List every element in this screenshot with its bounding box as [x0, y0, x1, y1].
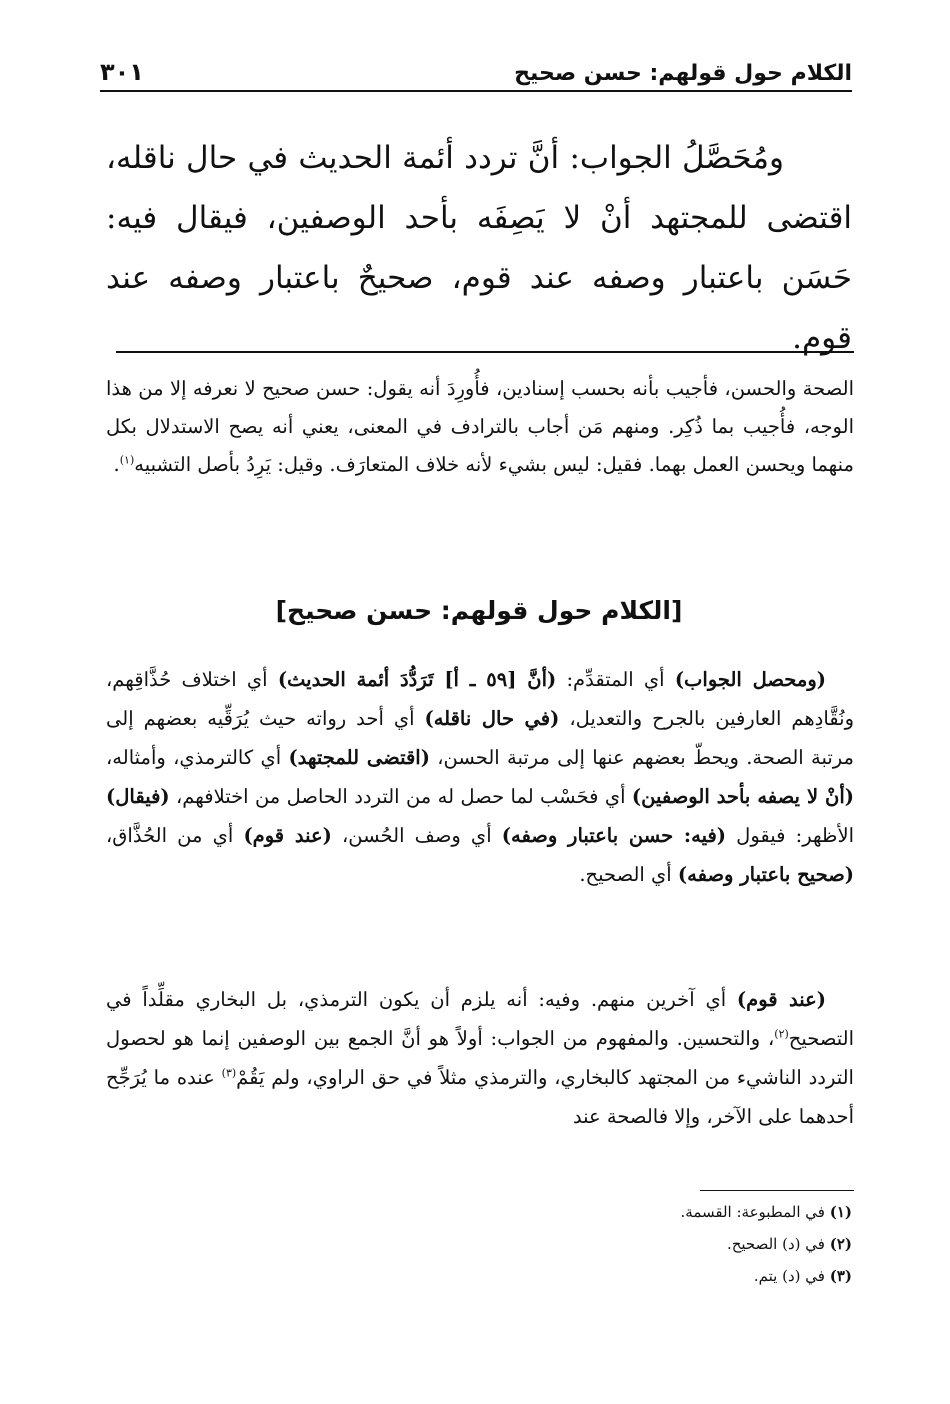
commentary-text: أي الصحيح. — [579, 863, 678, 886]
commentary-text: أي اختلاف حُذَّاقِهم، ونُقَّادِهم العارفين بالجرح والتعديل، — [106, 668, 854, 730]
header-rule — [100, 90, 852, 92]
commentary-paragraph-1-text — [106, 660, 854, 894]
quoted-matn: (صحيح باعتبار وصفه) — [677, 863, 854, 886]
quoted-matn: (فيه: حسن باعتبار وصفه) — [501, 824, 727, 847]
matn-separator-rule — [116, 351, 854, 353]
quoted-matn: (أنَّ [٥٩ ـ أ] تَرَدُّدَ أئمة الحديث) — [277, 668, 557, 691]
quoted-matn: (عند قوم) — [736, 988, 826, 1011]
commentary-text: أي آخرين منهم. وفيه: أنه يلزم أن يكون الترمذي، بل البخاري مقلِّداً في التصحيح — [106, 988, 854, 1050]
quoted-matn: (في حال ناقله) — [424, 707, 560, 730]
quoted-matn: (عند قوم) — [243, 824, 332, 847]
running-head-title: الكلام حول قولهم: حسن صحيح — [514, 61, 852, 86]
footnote-number: (١) — [829, 1203, 852, 1221]
commentary-text: أي من الحُذَّاق، — [106, 824, 244, 847]
quoted-matn: (ومحصل الجواب) — [674, 668, 826, 691]
footnote-1 — [106, 1196, 852, 1228]
footnote-ref-1[interactable]: (١) — [119, 453, 135, 467]
quoted-matn: (فيقال) — [106, 785, 170, 808]
footnote-text: في (د) الصحيح. — [726, 1235, 830, 1253]
section-heading: [الكلام حول قولهم: حسن صحيح] — [275, 596, 683, 625]
previous-commentary-end: . — [113, 453, 120, 476]
commentary-text: ، والتحسين. والمفهوم من الجواب: أولاً هو أنَّ الجمع بين الوصفين إنما هو لحصول التردد الناشيء من المجتهد كالبخاري، والترمذي مثلاً في حق الراوي، ولم يَقُمْ — [106, 1027, 854, 1089]
commentary-text: عنده ما يُرَجِّح أحدهما على الآخر، وإلا فالصحة عند — [106, 1066, 854, 1128]
footnote-text: في المطبوعة: القسمة. — [680, 1203, 830, 1221]
footnotes — [106, 1196, 852, 1292]
footnote-rule — [700, 1190, 854, 1191]
footnote-number: (٣) — [829, 1267, 852, 1285]
page-number: ٣٠١ — [100, 58, 144, 86]
running-head — [100, 38, 852, 86]
quoted-matn: (اقتضى للمجتهد) — [288, 746, 430, 769]
footnote-3 — [106, 1260, 852, 1292]
commentary-paragraph-2-text — [106, 980, 854, 1136]
footnote-number: (٢) — [829, 1235, 852, 1253]
commentary-text: أي أحد رواته حيث يُرَقِّيه بعضهم إلى مرتبة الصحة. ويحطّ بعضهم عنها إلى مرتبة الحسن، — [106, 707, 854, 769]
commentary-paragraph-1 — [106, 660, 854, 894]
commentary-text: أي المتقدِّم: — [556, 668, 675, 691]
commentary-text: أي كالترمذي، وأمثاله، — [106, 746, 289, 769]
commentary-text: أي فحَسْب لما حصل له من التردد الحاصل من اختلافهم، — [169, 785, 632, 808]
matn-text: ومُحَصَّلُ الجواب: أنَّ تردد أئمة الحديث في حال ناقله، اقتضى للمجتهد أنْ لا يَصِفَه بأحد الوصفين، فيقال فيه: حَسَن باعتبار وصفه عند قوم، صحيحٌ باعتبار وصفه عند قوم. — [106, 140, 852, 356]
previous-commentary — [106, 370, 854, 484]
commentary-text: الأظهر: فيقول — [726, 824, 854, 847]
quoted-matn: (أنْ لا يصفه بأحد الوصفين) — [631, 785, 854, 808]
footnote-ref-2[interactable]: (٢) — [774, 1027, 789, 1041]
footnote-ref-3[interactable]: (٣) — [221, 1066, 237, 1080]
previous-commentary-text: الصحة والحسن، فأجيب بأنه بحسب إسنادين، فأُورِدَ أنه يقول: حسن صحيح لا نعرفه إلا من هذا الوجه، فأُجيب بما ذُكِر. ومنهم مَن أجاب بالترادف في المعنى، يعني أنه يصح الاستدلال بكل منهما ويحسن العمل بهما. فقيل: ليس بشيء لأنه خلاف المتعارَف. وقيل: يَرِدُ بأصل التشبيه — [106, 377, 854, 476]
footnote-text: في (د) يتم. — [753, 1267, 830, 1285]
commentary-text: أي وصف الحُسن، — [331, 824, 502, 847]
commentary-paragraph-2 — [106, 980, 854, 1136]
footnote-2 — [106, 1228, 852, 1260]
